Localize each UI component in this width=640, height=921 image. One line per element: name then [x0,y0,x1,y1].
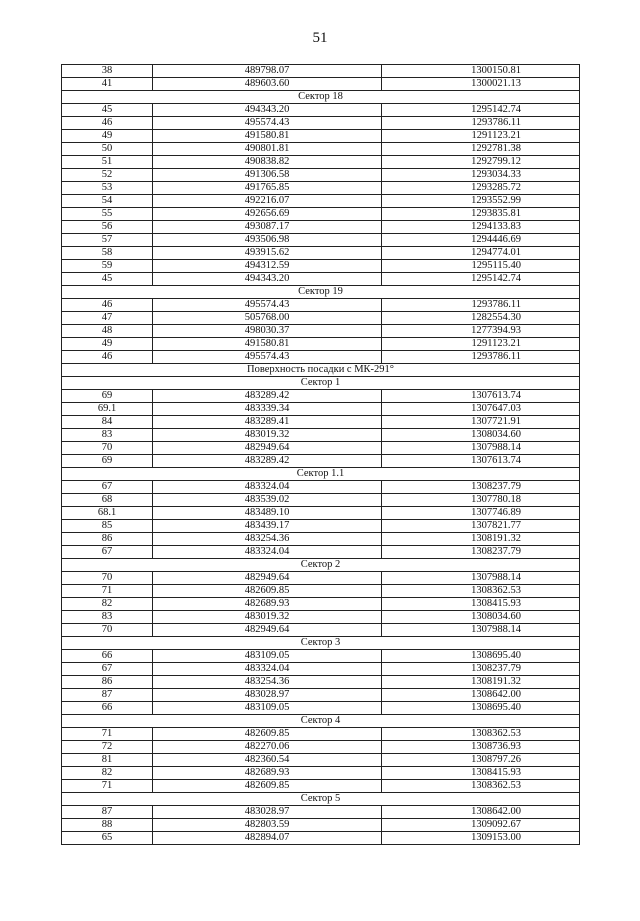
point-number-cell: 46 [62,299,153,312]
x-coordinate-cell: 482803.59 [153,819,382,832]
point-number-cell: 71 [62,728,153,741]
x-coordinate-cell: 491765.85 [153,182,382,195]
section-header-row [62,286,580,299]
y-coordinate-cell: 1308237.79 [382,546,580,559]
point-number-cell: 50 [62,143,153,156]
table-row [62,78,580,91]
section-header-row [62,91,580,104]
point-number-cell: 82 [62,767,153,780]
y-coordinate-cell: 1291123.21 [382,130,580,143]
x-coordinate-cell: 494343.20 [153,104,382,117]
section-header: Сектор 3 [62,637,580,650]
y-coordinate-cell: 1308034.60 [382,429,580,442]
y-coordinate-cell: 1308191.32 [382,676,580,689]
point-number-cell: 57 [62,234,153,247]
point-number-cell: 46 [62,117,153,130]
x-coordinate-cell: 490801.81 [153,143,382,156]
table-row [62,689,580,702]
table-row [62,650,580,663]
table-row [62,780,580,793]
x-coordinate-cell: 483324.04 [153,481,382,494]
table-row [62,676,580,689]
point-number-cell: 52 [62,169,153,182]
point-number-cell: 84 [62,416,153,429]
point-number-cell: 71 [62,780,153,793]
page-number: 51 [312,30,328,46]
table-row [62,247,580,260]
y-coordinate-cell: 1307613.74 [382,390,580,403]
point-number-cell: 45 [62,273,153,286]
x-coordinate-cell: 491306.58 [153,169,382,182]
x-coordinate-cell: 482894.07 [153,832,382,845]
point-number-cell: 82 [62,598,153,611]
table-row [62,507,580,520]
y-coordinate-cell: 1293034.33 [382,169,580,182]
table-row [62,442,580,455]
point-number-cell: 87 [62,806,153,819]
x-coordinate-cell: 492216.07 [153,195,382,208]
point-number-cell: 88 [62,819,153,832]
y-coordinate-cell: 1308415.93 [382,767,580,780]
y-coordinate-cell: 1307780.18 [382,494,580,507]
point-number-cell: 54 [62,195,153,208]
point-number-cell: 69 [62,390,153,403]
y-coordinate-cell: 1293285.72 [382,182,580,195]
table-row [62,520,580,533]
y-coordinate-cell: 1308695.40 [382,702,580,715]
x-coordinate-cell: 483028.97 [153,806,382,819]
section-header: Сектор 5 [62,793,580,806]
point-number-cell: 59 [62,260,153,273]
section-header: Сектор 19 [62,286,580,299]
y-coordinate-cell: 1282554.30 [382,312,580,325]
x-coordinate-cell: 482609.85 [153,585,382,598]
y-coordinate-cell: 1308362.53 [382,728,580,741]
y-coordinate-cell: 1308642.00 [382,689,580,702]
table-row [62,260,580,273]
x-coordinate-cell: 483324.04 [153,663,382,676]
point-number-cell: 65 [62,832,153,845]
y-coordinate-cell: 1308415.93 [382,598,580,611]
x-coordinate-cell: 495574.43 [153,117,382,130]
x-coordinate-cell: 483254.36 [153,533,382,546]
x-coordinate-cell: 493506.98 [153,234,382,247]
x-coordinate-cell: 483324.04 [153,546,382,559]
y-coordinate-cell: 1308736.93 [382,741,580,754]
table-row [62,234,580,247]
table-row [62,481,580,494]
x-coordinate-cell: 482949.64 [153,442,382,455]
table-row [62,65,580,78]
point-number-cell: 53 [62,182,153,195]
x-coordinate-cell: 489798.07 [153,65,382,78]
point-number-cell: 67 [62,481,153,494]
x-coordinate-cell: 492656.69 [153,208,382,221]
y-coordinate-cell: 1294133.83 [382,221,580,234]
x-coordinate-cell: 495574.43 [153,299,382,312]
table-row [62,702,580,715]
x-coordinate-cell: 482360.54 [153,754,382,767]
x-coordinate-cell: 482689.93 [153,767,382,780]
y-coordinate-cell: 1307647.03 [382,403,580,416]
x-coordinate-cell: 482949.64 [153,572,382,585]
x-coordinate-cell: 505768.00 [153,312,382,325]
table-row [62,221,580,234]
section-header: Сектор 18 [62,91,580,104]
x-coordinate-cell: 489603.60 [153,78,382,91]
y-coordinate-cell: 1307613.74 [382,455,580,468]
y-coordinate-cell: 1293835.81 [382,208,580,221]
section-header-row [62,715,580,728]
x-coordinate-cell: 491580.81 [153,338,382,351]
section-header-row [62,364,580,377]
point-number-cell: 69 [62,455,153,468]
table-row [62,611,580,624]
table-row [62,494,580,507]
point-number-cell: 69.1 [62,403,153,416]
y-coordinate-cell: 1308797.26 [382,754,580,767]
table-row [62,416,580,429]
table-row [62,533,580,546]
y-coordinate-cell: 1308362.53 [382,585,580,598]
y-coordinate-cell: 1295115.40 [382,260,580,273]
point-number-cell: 70 [62,624,153,637]
section-header-row [62,377,580,390]
table-row [62,312,580,325]
table-row [62,754,580,767]
point-number-cell: 68.1 [62,507,153,520]
point-number-cell: 71 [62,585,153,598]
table-row [62,728,580,741]
x-coordinate-cell: 483109.05 [153,650,382,663]
y-coordinate-cell: 1307988.14 [382,442,580,455]
y-coordinate-cell: 1308642.00 [382,806,580,819]
x-coordinate-cell: 483289.41 [153,416,382,429]
x-coordinate-cell: 483439.17 [153,520,382,533]
point-number-cell: 46 [62,351,153,364]
point-number-cell: 70 [62,442,153,455]
point-number-cell: 67 [62,546,153,559]
y-coordinate-cell: 1291123.21 [382,338,580,351]
table-row [62,156,580,169]
table-row [62,195,580,208]
section-header: Сектор 1 [62,377,580,390]
y-coordinate-cell: 1308191.32 [382,533,580,546]
table-row [62,546,580,559]
table-row [62,299,580,312]
table-row [62,351,580,364]
x-coordinate-cell: 483019.32 [153,611,382,624]
y-coordinate-cell: 1307746.89 [382,507,580,520]
x-coordinate-cell: 483289.42 [153,455,382,468]
y-coordinate-cell: 1309153.00 [382,832,580,845]
y-coordinate-cell: 1308237.79 [382,481,580,494]
table-row [62,585,580,598]
point-number-cell: 51 [62,156,153,169]
point-number-cell: 86 [62,676,153,689]
y-coordinate-cell: 1293786.11 [382,299,580,312]
x-coordinate-cell: 491580.81 [153,130,382,143]
table-row [62,455,580,468]
table-row [62,663,580,676]
section-header-row [62,793,580,806]
y-coordinate-cell: 1293786.11 [382,117,580,130]
x-coordinate-cell: 482609.85 [153,780,382,793]
section-header-row [62,559,580,572]
x-coordinate-cell: 482949.64 [153,624,382,637]
point-number-cell: 58 [62,247,153,260]
point-number-cell: 70 [62,572,153,585]
y-coordinate-cell: 1295142.74 [382,273,580,286]
x-coordinate-cell: 494312.59 [153,260,382,273]
table-row [62,130,580,143]
point-number-cell: 68 [62,494,153,507]
section-header-row [62,637,580,650]
section-header: Поверхность посадки с МК-291° [62,364,580,377]
x-coordinate-cell: 493915.62 [153,247,382,260]
y-coordinate-cell: 1292799.12 [382,156,580,169]
y-coordinate-cell: 1308034.60 [382,611,580,624]
x-coordinate-cell: 482609.85 [153,728,382,741]
point-number-cell: 49 [62,130,153,143]
point-number-cell: 48 [62,325,153,338]
table-row [62,104,580,117]
x-coordinate-cell: 483109.05 [153,702,382,715]
x-coordinate-cell: 483028.97 [153,689,382,702]
point-number-cell: 87 [62,689,153,702]
x-coordinate-cell: 498030.37 [153,325,382,338]
table-row [62,169,580,182]
x-coordinate-cell: 483254.36 [153,676,382,689]
table-row [62,390,580,403]
point-number-cell: 45 [62,104,153,117]
y-coordinate-cell: 1308362.53 [382,780,580,793]
point-number-cell: 67 [62,663,153,676]
x-coordinate-cell: 483489.10 [153,507,382,520]
y-coordinate-cell: 1308237.79 [382,663,580,676]
y-coordinate-cell: 1300021.13 [382,78,580,91]
x-coordinate-cell: 494343.20 [153,273,382,286]
y-coordinate-cell: 1295142.74 [382,104,580,117]
x-coordinate-cell: 490838.82 [153,156,382,169]
table-row [62,832,580,845]
point-number-cell: 55 [62,208,153,221]
point-number-cell: 66 [62,650,153,663]
table-row [62,182,580,195]
point-number-cell: 83 [62,611,153,624]
table-row [62,598,580,611]
y-coordinate-cell: 1292781.38 [382,143,580,156]
section-header: Сектор 4 [62,715,580,728]
point-number-cell: 86 [62,533,153,546]
y-coordinate-cell: 1307988.14 [382,572,580,585]
point-number-cell: 56 [62,221,153,234]
table-row [62,143,580,156]
x-coordinate-cell: 482689.93 [153,598,382,611]
table-row [62,117,580,130]
section-header: Сектор 2 [62,559,580,572]
x-coordinate-cell: 483019.32 [153,429,382,442]
table-row [62,338,580,351]
x-coordinate-cell: 482270.06 [153,741,382,754]
y-coordinate-cell: 1294446.69 [382,234,580,247]
y-coordinate-cell: 1293552.99 [382,195,580,208]
point-number-cell: 49 [62,338,153,351]
table-row [62,741,580,754]
table-row [62,403,580,416]
table-row [62,325,580,338]
x-coordinate-cell: 483289.42 [153,390,382,403]
y-coordinate-cell: 1294774.01 [382,247,580,260]
point-number-cell: 72 [62,741,153,754]
point-number-cell: 66 [62,702,153,715]
y-coordinate-cell: 1277394.93 [382,325,580,338]
coordinates-table [61,64,580,845]
point-number-cell: 47 [62,312,153,325]
y-coordinate-cell: 1300150.81 [382,65,580,78]
y-coordinate-cell: 1307721.91 [382,416,580,429]
coordinates-table-body [62,65,580,845]
table-row [62,572,580,585]
y-coordinate-cell: 1293786.11 [382,351,580,364]
section-header: Сектор 1.1 [62,468,580,481]
point-number-cell: 85 [62,520,153,533]
y-coordinate-cell: 1307821.77 [382,520,580,533]
table-row [62,767,580,780]
table-row [62,273,580,286]
x-coordinate-cell: 495574.43 [153,351,382,364]
table-row [62,819,580,832]
point-number-cell: 81 [62,754,153,767]
table-row [62,624,580,637]
point-number-cell: 83 [62,429,153,442]
y-coordinate-cell: 1308695.40 [382,650,580,663]
x-coordinate-cell: 493087.17 [153,221,382,234]
table-row [62,429,580,442]
y-coordinate-cell: 1309092.67 [382,819,580,832]
x-coordinate-cell: 483539.02 [153,494,382,507]
section-header-row [62,468,580,481]
table-row [62,208,580,221]
table-row [62,806,580,819]
point-number-cell: 41 [62,78,153,91]
x-coordinate-cell: 483339.34 [153,403,382,416]
y-coordinate-cell: 1307988.14 [382,624,580,637]
point-number-cell: 38 [62,65,153,78]
